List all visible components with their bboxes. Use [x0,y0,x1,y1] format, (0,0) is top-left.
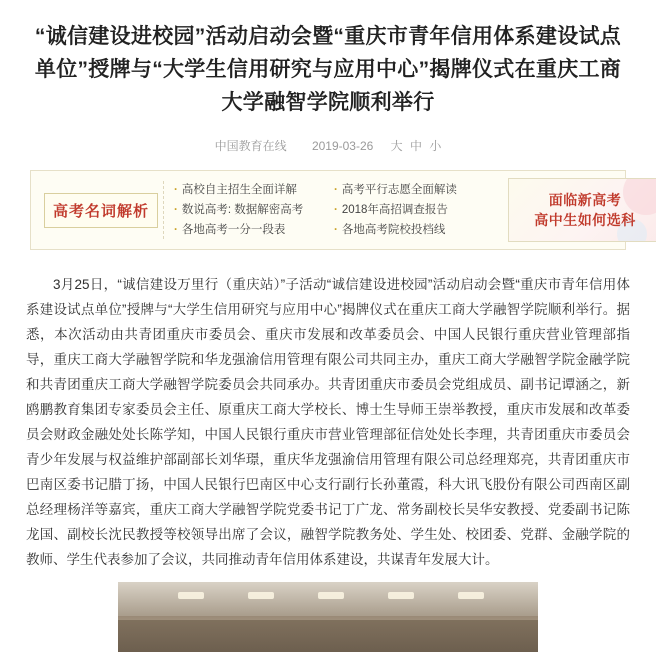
article-paragraph: 3月25日，“诚信建设万里行（重庆站）”子活动“诚信建设进校园”活动启动会暨“重庆市青年信用体系建设试点单位”授牌与“大学生信用研究与应用中心”揭牌仪式在重庆工商大学融智学院顺利举行。据悉，本次活动由共青团重庆市委员会、重庆市发展和改革委员会、中国人民银行重庆营业管理部指导，重庆工商大学融智学院和华龙强渝信用管理有限公司共同主办，重庆工商大学融智学院金融学院和共青团重庆工商大学融智学院委员会共同承办。共青团重庆市委员会党组成员、副书记谭涵之，新鸥鹏教育集团专家委员会主任、原重庆工商大学校长、博士生导师王崇举教授，重庆市发展和改革委员会财政金融处处长陈学知，中国人民银行重庆市营业管理部征信处处长李理，共青团重庆市委员会青少年发展与权益维护部副部长刘华璟，重庆华龙强渝信用管理有限公司总经理郑亮，共青团重庆市巴南区委书记腊丁扬，中国人民银行巴南区中心支行副行长孙董霞，科大讯飞股份有限公司西南区副总经理杨洋等嘉宾，重庆工商大学融智学院党委书记丁广龙、常务副校长吴华安教授、党委副书记陈龙国、副校长沈民教授等校领导出席了会议，融智学院教务处、学生处、校团委、党群、金融学院的教师、学生代表参加了会议，共同推动青年信用体系建设，共谋青年发展大计。 [26,277,630,567]
promo-link[interactable]: · 高校自主招生全面详解 [174,183,334,198]
promo-link-list [164,183,504,238]
font-size-small[interactable]: 小 [429,139,442,153]
article-figure [0,582,656,652]
photo-light [248,592,274,599]
promo-link[interactable]: · 各地高考院校投档线 [334,223,504,238]
promo-badge-wrap [39,181,164,239]
promo-link[interactable]: · 数说高考: 数据解密高考 [174,203,334,218]
promo-feature-line-1: 面临新高考 [548,192,622,208]
promo-feature-card[interactable] [508,178,656,242]
photo-light [388,592,414,599]
font-size-medium[interactable]: 中 [410,139,423,153]
photo-light [178,592,204,599]
promo-badge[interactable]: 高考名词解析 [44,193,158,228]
article-date: 2019-03-26 [311,138,374,153]
font-size-controls[interactable] [387,137,442,154]
article-body [26,272,630,572]
photo-light [318,592,344,599]
promo-banner [30,170,636,250]
article-meta [0,137,656,154]
promo-link[interactable]: · 各地高考一分一段表 [174,223,334,238]
photo-light [458,592,484,599]
font-size-large[interactable]: 大 [390,139,403,153]
promo-link-column-1 [174,183,334,238]
promo-link[interactable]: · 高考平行志愿全面解读 [334,183,504,198]
promo-link[interactable]: · 2018年高招调查报告 [334,203,504,218]
article-source: 中国教育在线 [214,139,287,153]
promo-feature-line-2: 高中生如何选科 [534,212,636,228]
photo-ceiling [118,582,538,616]
page-title: “诚信建设进校园”活动启动会暨“重庆市青年信用体系建设试点单位”授牌与“大学生信用研究与应用中心”揭牌仪式在重庆工商大学融智学院顺利举行 [34,25,622,114]
article-photo [118,582,538,652]
promo-link-column-2 [334,183,504,238]
photo-stage [118,620,538,652]
